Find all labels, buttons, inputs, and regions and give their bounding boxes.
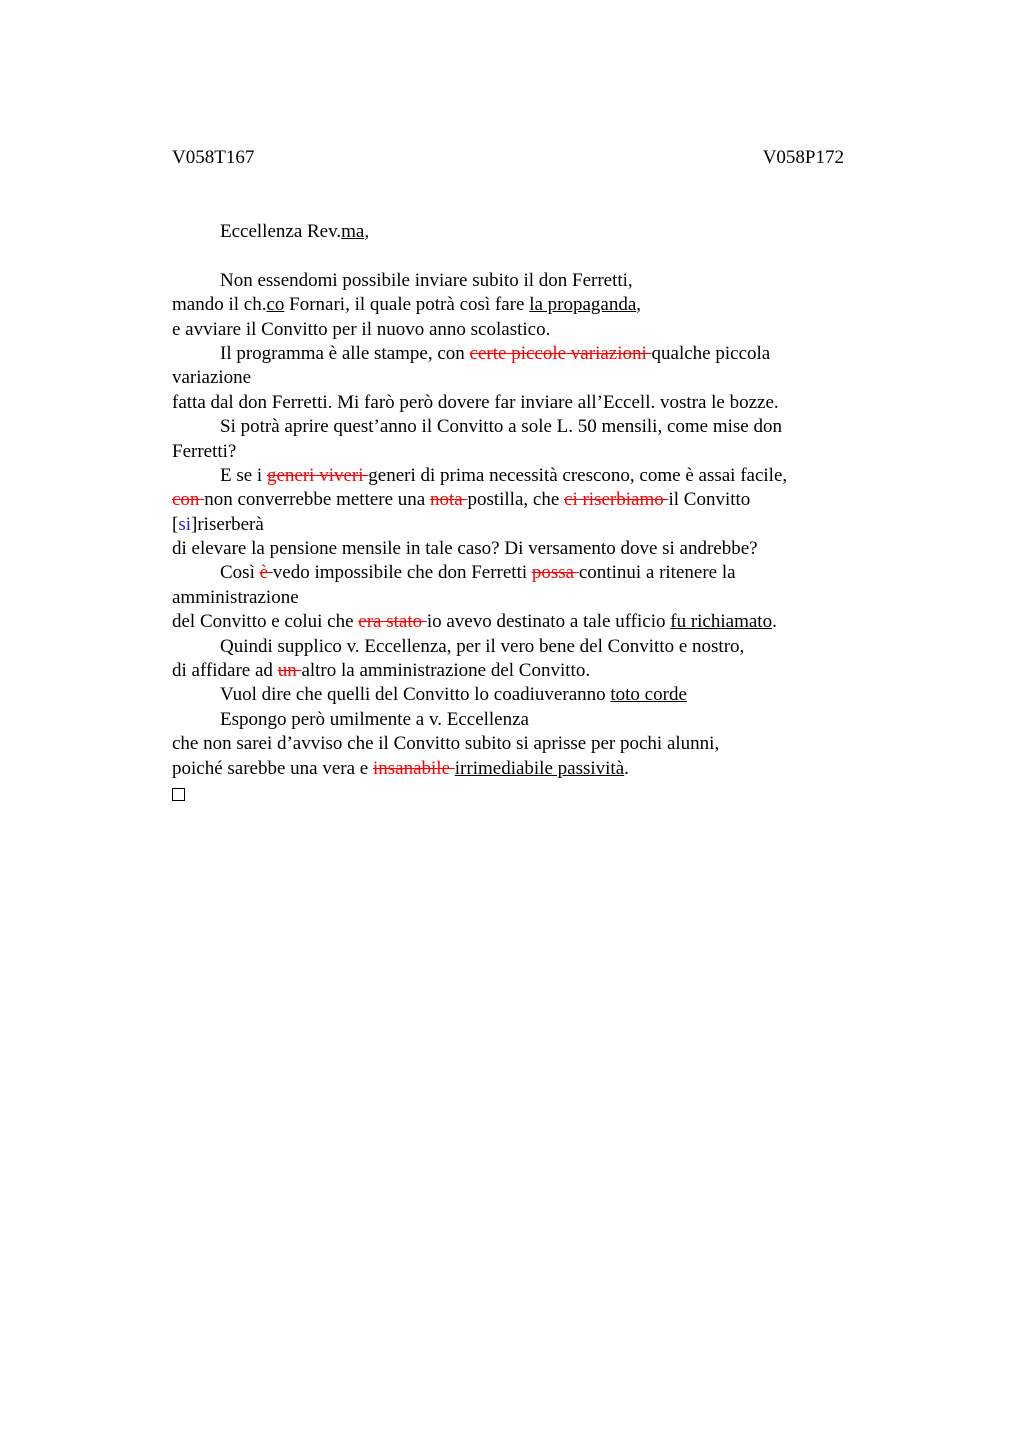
text-line: Quindi supplico v. Eccellenza, per il vero bene del Convitto e nostro, bbox=[220, 635, 745, 657]
text-line bbox=[172, 464, 852, 488]
text-span: qualche piccola bbox=[651, 342, 771, 364]
salutation-text: Eccellenza Rev. bbox=[220, 221, 342, 242]
text-line: Si potrà aprire quest’anno il Convitto a sole L. 50 mensili, come mise don bbox=[220, 416, 782, 438]
text-line bbox=[172, 659, 852, 683]
deleted-text: nota bbox=[429, 489, 468, 511]
text-line bbox=[172, 513, 852, 537]
deleted-text: generi viveri bbox=[266, 464, 369, 486]
blank-line bbox=[172, 244, 852, 268]
text-span: E se i bbox=[220, 464, 267, 486]
text-line bbox=[172, 683, 852, 707]
bracket-open: [ bbox=[172, 513, 179, 535]
text-span: Fornari, il quale potrà così fare bbox=[284, 294, 530, 316]
salutation bbox=[172, 220, 852, 244]
deleted-text: un bbox=[277, 660, 302, 682]
text-line bbox=[172, 488, 852, 512]
text-span: Così bbox=[220, 562, 260, 584]
text-span: Il programma è alle stampe, con bbox=[220, 342, 470, 364]
text-line: variazione bbox=[172, 367, 252, 389]
deleted-text: ci riserbiamo bbox=[564, 489, 669, 511]
bracket-close: ] bbox=[191, 513, 198, 535]
deleted-text: era stato bbox=[358, 611, 427, 633]
text-span: il Convitto bbox=[668, 489, 751, 511]
underlined-text: irrimediabile passività bbox=[454, 757, 625, 779]
text-span: vedo impossibile che don Ferretti bbox=[272, 562, 532, 584]
underlined-text: fu richiamato bbox=[670, 611, 773, 633]
deleted-text: certe piccole variazioni bbox=[469, 342, 652, 364]
text-span: altro la amministrazione del Convitto. bbox=[301, 660, 591, 682]
text-span: postilla, che bbox=[467, 489, 565, 511]
text-span: , bbox=[636, 294, 642, 316]
text-span: mando il ch. bbox=[172, 294, 267, 316]
text-line: di elevare la pensione mensile in tale caso? Di versamento dove si andrebbe? bbox=[172, 538, 758, 560]
text-span: non converrebbe mettere una bbox=[204, 489, 430, 511]
text-span: Vuol dire che quelli del Convitto lo coadiuveranno bbox=[220, 684, 611, 706]
text-line: Espongo però umilmente a v. Eccellenza bbox=[220, 708, 529, 730]
underlined-text: co bbox=[266, 294, 285, 316]
text-line: che non sarei d’avviso che il Convitto subito si aprisse per pochi alunni, bbox=[172, 733, 720, 755]
text-span: . bbox=[624, 757, 629, 779]
end-marker-line bbox=[172, 781, 852, 805]
editorial-insertion: si bbox=[178, 513, 192, 535]
text-span: del Convitto e colui che bbox=[172, 611, 359, 633]
salutation-punct: , bbox=[364, 221, 370, 242]
text-line: Ferretti? bbox=[172, 440, 237, 462]
text-line: e avviare il Convitto per il nuovo anno scolastico. bbox=[172, 318, 551, 340]
letter-body bbox=[172, 220, 852, 805]
deleted-text: possa bbox=[531, 562, 579, 584]
page-code-right: V058P172 bbox=[762, 147, 844, 168]
text-span: di affidare ad bbox=[172, 660, 278, 682]
end-box-icon bbox=[172, 788, 185, 801]
text-span: continui a ritenere la bbox=[578, 562, 736, 584]
text-line: amministrazione bbox=[172, 586, 299, 608]
text-span: poiché sarebbe una vera e bbox=[172, 757, 373, 779]
text-line bbox=[172, 293, 852, 317]
text-line bbox=[172, 561, 852, 585]
document-code-left: V058T167 bbox=[172, 147, 255, 168]
deleted-text: insanabile bbox=[372, 757, 455, 779]
salutation-abbrev: ma bbox=[341, 221, 365, 242]
text-span: io avevo destinato a tale ufficio bbox=[426, 611, 671, 633]
text-span: generi di prima necessità crescono, come è assai facile, bbox=[368, 464, 788, 486]
underlined-text: toto corde bbox=[610, 684, 687, 706]
text-line bbox=[172, 342, 852, 366]
underlined-text: la propaganda bbox=[529, 294, 637, 316]
text-line: Non essendomi possibile inviare subito il don Ferretti, bbox=[220, 269, 633, 291]
text-line: fatta dal don Ferretti. Mi farò però dovere far inviare all’Eccell. vostra le bozze. bbox=[172, 391, 779, 413]
deleted-text: è bbox=[259, 562, 273, 584]
text-span: . bbox=[772, 611, 777, 633]
text-line bbox=[172, 757, 852, 781]
deleted-text: con bbox=[172, 489, 205, 511]
text-span: riserberà bbox=[197, 513, 264, 535]
text-line bbox=[172, 610, 852, 634]
